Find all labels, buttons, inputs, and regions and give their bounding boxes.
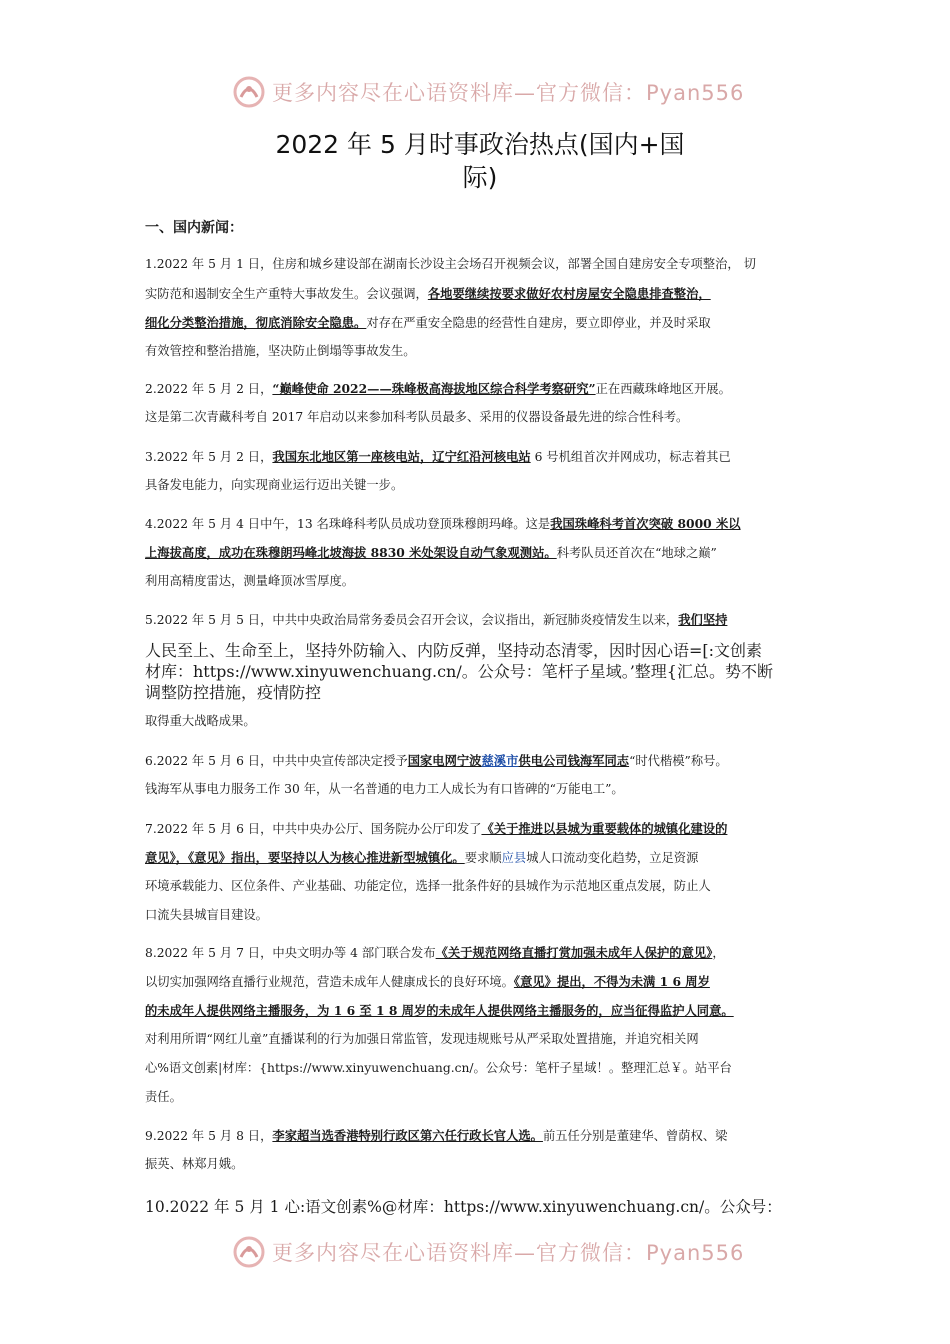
text-line: 对利用所谓“网红儿童”直播谋利的行为加强日常监管，发现违规账号从严采取处置措施，并追究相关网 xyxy=(145,1032,699,1046)
title-line-2: 际) xyxy=(462,163,498,192)
highlight-text: 我国东北地区第一座核电站，辽宁红沿河核电站 xyxy=(272,449,531,464)
highlight-text: 我们坚持 xyxy=(678,612,728,627)
news-item-6 xyxy=(145,746,817,804)
highlight-text: 《关于推进以县城为重要载体的城镇化建设的 xyxy=(481,821,728,836)
text-line xyxy=(145,814,817,843)
news-item-3 xyxy=(145,442,817,500)
text-span: 8.2022 年 5 月 7 日，中央文明办等 4 部门联合发布 xyxy=(145,946,436,960)
watermark-bottom xyxy=(232,1232,744,1272)
highlight-text: 供电公司钱海军同志 xyxy=(518,753,630,768)
highlight-text: “巅峰使命 2022——珠峰极高海拔地区综合科学考察研究” xyxy=(272,381,596,396)
text-line: 责任。 xyxy=(145,1090,182,1104)
highlight-text: 上海拔高度，成功在珠穆朗玛峰北坡海拔 8830 米处架设自动气象观测站。 xyxy=(145,545,557,560)
news-item-5 xyxy=(145,605,817,634)
highlight-text: 意见》，《意见》指出，要坚持以人为核心推进新型城镇化。 xyxy=(145,850,465,865)
text-span: 对存在严重安全隐患的经营性自建房，要立即停业，并及时采取 xyxy=(366,316,711,330)
news-item-7 xyxy=(145,814,817,930)
highlight-text: 《关于规范网络直播打赏加强未成年人保护的意见》 xyxy=(435,945,713,960)
watermark-top xyxy=(232,72,744,112)
text-line xyxy=(145,374,817,403)
text-span: “时代楷模”称号。 xyxy=(629,754,728,768)
highlight-text: 《意见》提出，不得为未满 1 6 周岁 xyxy=(513,974,710,989)
text-span: ， xyxy=(712,946,725,960)
page-title xyxy=(0,128,950,194)
text-span: 5.2022 年 5 月 5 日，中共中央政治局常务委员会召开会议，会议指出，新冠肺炎疫情发生以来， xyxy=(145,613,679,627)
text-line xyxy=(145,843,817,872)
text-line: 调整防控措施，疫情防控 xyxy=(145,683,322,702)
text-span: 前五任分别是董建华、曾荫权、梁 xyxy=(542,1129,728,1143)
news-item-2 xyxy=(145,374,817,432)
text-line xyxy=(145,938,817,967)
text-span: 3.2022 年 5 月 2 日， xyxy=(145,450,273,464)
highlight-text: 国家电网宁波 xyxy=(407,753,482,768)
text-line: 钱海军从事电力服务工作 30 年，从一名普通的电力工人成长为有口皆碑的“万能电工”。 xyxy=(145,782,624,796)
text-line xyxy=(145,538,817,567)
text-span: 正在西藏珠峰地区开展。 xyxy=(595,382,731,396)
text-span: 以切实加强网络直播行业规范，营造未成年人健康成长的良好环境。 xyxy=(145,975,514,989)
text-line xyxy=(145,746,817,775)
text-line xyxy=(145,605,817,634)
text-line: 取得重大战略成果。 xyxy=(145,714,256,728)
section-heading: 一、国内新闻： xyxy=(145,220,243,236)
link-text: 应县 xyxy=(501,851,527,865)
watermark-text: 更多内容尽在心语资料库—官方微信：Pyan556 xyxy=(272,1241,745,1265)
text-span: 科考队员还首次在“地球之巅” xyxy=(556,546,717,560)
text-line xyxy=(145,279,817,308)
watermark-text: 更多内容尽在心语资料库—官方微信：Pyan556 xyxy=(272,81,745,105)
highlight-text: 李家超当选香港特别行政区第六任行政长官人选。 xyxy=(272,1128,543,1143)
highlight-text: 我国珠峰科考首次突破 8000 米以 xyxy=(550,516,741,531)
text-span: 要求顺 xyxy=(464,851,502,865)
text-span: 城人口流动变化趋势，立足资源 xyxy=(526,851,699,865)
highlight-link-text: 慈溪市 xyxy=(481,753,519,768)
text-line: 心%语文创素|材库：{https://www.xinyuwenchuang.cn/。公众号：笔杆子星域！。整理汇总￥。站平台 xyxy=(145,1061,732,1075)
text-line: 利用高精度雷达，测量峰顶冰雪厚度。 xyxy=(145,574,355,588)
news-item-10: 10.2022 年 5 月 1 心:语文创素%@材库：https://www.xinyuwenchuang.cn/。公众号： xyxy=(145,1198,782,1216)
text-span: 6 号机组首次并网成功，标志着其已 xyxy=(530,450,731,464)
text-line xyxy=(145,967,817,996)
text-line: 振英、林郑月娥。 xyxy=(145,1157,244,1171)
news-item-8 xyxy=(145,938,817,1112)
text-line: 1.2022 年 5 月 1 日，住房和城乡建设部在湖南长沙设主会场召开视频会议，部署全国自建房安全专项整治， 切 xyxy=(145,257,756,271)
watermark-logo-icon xyxy=(232,75,266,109)
text-line xyxy=(145,509,817,538)
text-line xyxy=(145,442,817,471)
title-line-1: 2022 年 5 月时事政治热点(国内+国 xyxy=(275,130,685,159)
text-line: 口流失县城盲目建设。 xyxy=(145,908,268,922)
highlight-text: 细化分类整治措施，彻底消除安全隐患。 xyxy=(145,315,367,330)
text-line: 有效管控和整治措施，坚决防止倒塌等事故发生。 xyxy=(145,344,416,358)
text-span: 4.2022 年 5 月 4 日中午，13 名珠峰科考队员成功登顶珠穆朗玛峰。这是 xyxy=(145,517,551,531)
text-line xyxy=(145,1121,817,1150)
highlight-text: 各地要继续按要求做好农村房屋安全隐患排查整治， xyxy=(427,286,711,301)
text-line xyxy=(145,308,817,337)
watermark-logo-icon xyxy=(232,1235,266,1269)
text-line: 材库：https://www.xinyuwenchuang.cn/。公众号：笔杆子星域。’整理{汇总。势不断 xyxy=(145,662,773,681)
text-line: 这是第二次青藏科考自 2017 年启动以来参加科考队员最多、采用的仪器设备最先进的综合性科考。 xyxy=(145,410,689,424)
text-line: 环境承载能力、区位条件、产业基础、功能定位，选择一批条件好的县城作为示范地区重点发展，防止人 xyxy=(145,879,711,893)
highlight-text: 的未成年人提供网络主播服务，为 1 6 至 1 8 周岁的未成年人提供网络主播服务的，应当征得监护人同意。 xyxy=(145,1003,734,1018)
news-item-5-end xyxy=(145,707,817,736)
text-span: 2.2022 年 5 月 2 日， xyxy=(145,382,273,396)
text-span: 实防范和遏制安全生产重特大事故发生。会议强调， xyxy=(145,287,428,301)
news-item-9 xyxy=(145,1121,817,1179)
text-span: 7.2022 年 5 月 6 日，中共中央办公厅、国务院办公厅印发了 xyxy=(145,822,482,836)
news-item-5-large-text xyxy=(145,640,821,703)
news-item-1 xyxy=(145,250,817,366)
text-span: 6.2022 年 5 月 6 日，中共中央宣传部决定授予 xyxy=(145,754,408,768)
text-line: 具备发电能力，向实现商业运行迈出关键一步。 xyxy=(145,478,404,492)
news-item-4 xyxy=(145,509,817,596)
text-span: 9.2022 年 5 月 8 日， xyxy=(145,1129,273,1143)
text-line: 人民至上、生命至上，坚持外防输入、内防反弹，坚持动态清零，因时因心语=[:文创素 xyxy=(145,641,763,660)
